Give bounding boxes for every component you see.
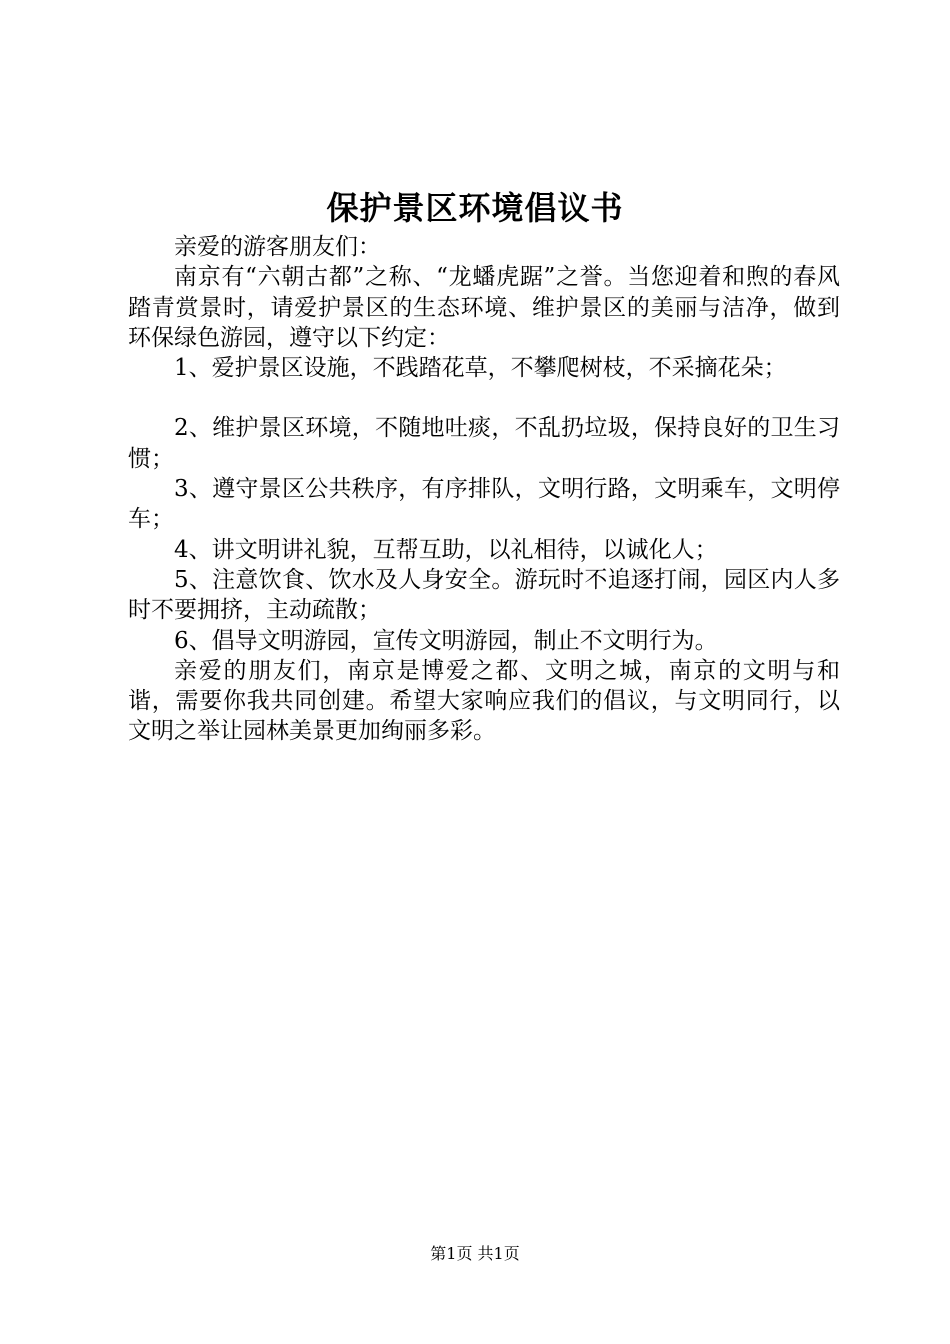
list-item-6: 6、倡导文明游园，宣传文明游园，制止不文明行为。 xyxy=(174,627,718,654)
page-footer: 第1页 共1页 xyxy=(430,1244,520,1263)
closing-paragraph: 亲爱的朋友们，南京是博爱之都、文明之城，南京的文明与和谐，需要你我共同创建。希望大家响应我们的倡议，与文明同行，以文明之举让园林美景更加绚丽多彩。 xyxy=(128,657,840,745)
salutation: 亲爱的游客朋友们： xyxy=(174,234,381,260)
list-item-4: 4、讲文明讲礼貌，互帮互助，以礼相待，以诚化人； xyxy=(174,536,718,563)
document-title: 保护景区环境倡议书 xyxy=(326,189,624,227)
document-body xyxy=(128,232,840,747)
list-item-3: 3、遵守景区公共秩序，有序排队，文明行路，文明乘车，文明停车； xyxy=(128,476,840,533)
list-item-2: 2、维护景区环境，不随地吐痰，不乱扔垃圾，保持良好的卫生习惯； xyxy=(128,415,840,472)
list-item-5: 5、注意饮食、饮水及人身安全。游玩时不追逐打闹，园区内人多时不要拥挤，主动疏散； xyxy=(128,566,840,624)
list-item-1: 1、爱护景区设施，不践踏花草，不攀爬树枝，不采摘花朵； xyxy=(174,355,787,382)
intro-paragraph: 南京有“六朝古都”之称、“龙蟠虎踞”之誉。当您迎着和煦的春风踏青赏景时，请爱护景区的生态环境、维护景区的美丽与洁净，做到环保绿色游园，遵守以下约定： xyxy=(128,264,840,351)
